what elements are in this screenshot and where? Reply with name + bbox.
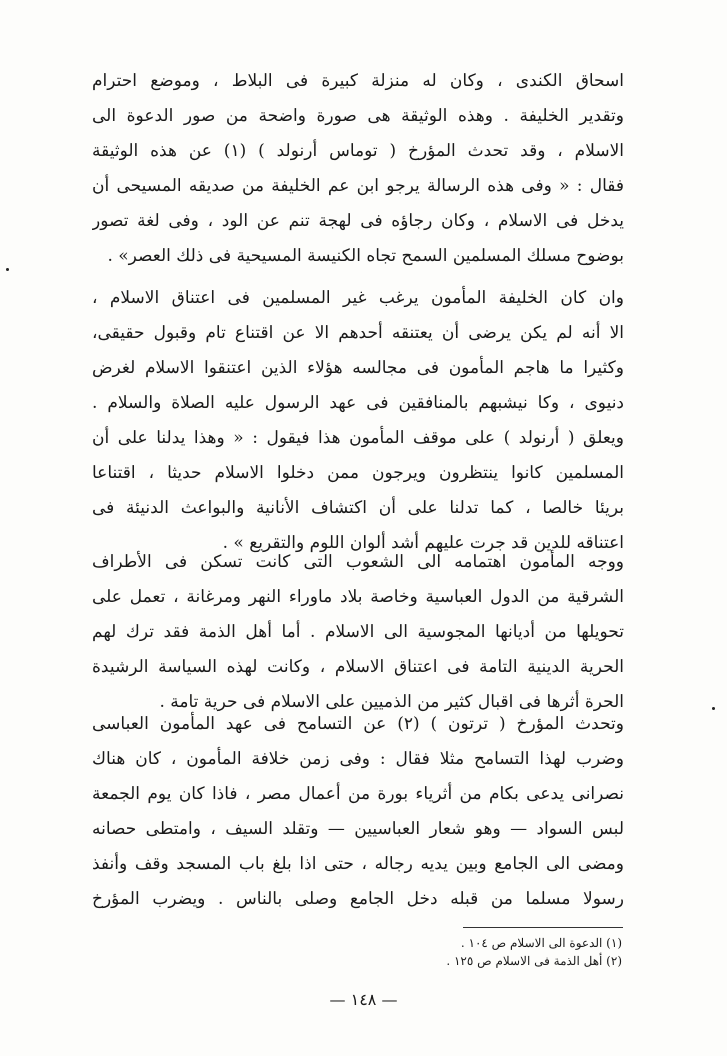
paragraph-4 [92, 707, 624, 917]
text-line: يدخل فى الاسلام ، وكان رجاؤه فى لهجة تنم عن الود ، وفى لغة تصور [92, 211, 624, 231]
paragraph-2 [92, 281, 624, 561]
text-line: الحرة أثرها فى اقبال كثير من الذميين على الاسلام فى حرية تامة . [159, 692, 624, 712]
text-line: الاسلام ، وقد تحدث المؤرخ ( توماس أرنولد ) (١) عن هذه الوثيقة [92, 141, 624, 161]
paragraph-1 [92, 64, 624, 274]
text-line: وتقدير الخليفة . وهذه الوثيقة هى صورة واضحة من صور الدعوة الى [92, 106, 624, 126]
text-line: بوضوح مسلك المسلمين السمح تجاه الكنيسة المسيحية فى ذلك العصر» . [107, 246, 624, 266]
text-line: ووجه المأمون اهتمامه الى الشعوب التى كانت تسكن فى الأطراف [92, 552, 624, 572]
footnote-2: (٢) أهل الذمة فى الاسلام ص ١٢٥ . [446, 954, 622, 968]
text-line: وضرب لهذا التسامح مثلا فقال : وفى زمن خلافة المأمون ، كان هناك [92, 749, 624, 769]
text-line: فقال : « وفى هذه الرسالة يرجو ابن عم الخليفة من صديقه المسيحى أن [92, 176, 624, 196]
text-line: دنيوى ، وكا نيشبهم بالمنافقين فى عهد الرسول عليه الصلاة والسلام . [92, 393, 624, 413]
page-number: — ١٤٨ — [329, 990, 398, 1009]
footnote-divider [463, 927, 623, 928]
text-line: نصرانى يدعى بكام من أثرياء بورة من أعمال مصر ، فاذا كان يوم الجمعة [92, 784, 624, 804]
footnotes [300, 934, 622, 970]
paragraph-3 [92, 545, 624, 720]
text-line: ومضى الى الجامع وبين يديه رجاله ، حتى اذا بلغ باب المسجد وقف وأنفذ [92, 854, 624, 874]
text-line: اعتناقه للدين قد جرت عليهم أشد ألوان اللوم والتقريع » . [222, 533, 624, 553]
text-line: وكثيرا ما هاجم المأمون فى مجالسه هؤلاء الذين اعتنقوا الاسلام لغرض [92, 358, 624, 378]
text-line: ويعلق ( أرنولد ) على موقف المأمون هذا فيقول : « وهذا يدلنا على أن [92, 428, 624, 448]
margin-mark [712, 707, 715, 710]
text-line: المسلمين كانوا ينتظرون ويرجون ممن دخلوا الاسلام حديثا ، اقتناعا [92, 463, 624, 483]
text-line: وان كان الخليفة المأمون يرغب غير المسلمين فى اعتناق الاسلام ، [92, 288, 624, 308]
text-line: اسحاق الكندى ، وكان له منزلة كبيرة فى البلاط ، وموضع احترام [92, 71, 624, 91]
text-line: الا أنه لم يكن يرضى أن يعتنقه أحدهم الا عن اقتناع تام وقبول حقيقى، [92, 323, 624, 343]
margin-mark [6, 268, 9, 271]
text-line: الحرية الدينية التامة فى اعتناق الاسلام ، وكانت لهذه السياسة الرشيدة [92, 657, 624, 677]
text-line: الشرقية من الدول العباسية وخاصة بلاد ماوراء النهر ومرغانة ، تعمل على [92, 587, 624, 607]
text-line: رسولا مسلما من قبله دخل الجامع وصلى بالناس . ويضرب المؤرخ [92, 889, 624, 909]
text-line: لبس السواد — وهو شعار العباسيين — وتقلد السيف ، وامتطى حصانه [92, 819, 624, 839]
text-line: بريئا خالصا ، كما تدلنا على أن اكتشاف الأنانية والبواعث الدنيئة فى [92, 498, 624, 518]
text-line: تحويلها من أديانها المجوسية الى الاسلام . أما أهل الذمة فقد ترك لهم [92, 622, 624, 642]
text-line: وتحدث المؤرخ ( ترتون ) (٢) عن التسامح فى عهد المأمون العباسى [92, 714, 624, 734]
footnote-1: (١) الدعوة الى الاسلام ص ١٠٤ . [460, 936, 622, 950]
